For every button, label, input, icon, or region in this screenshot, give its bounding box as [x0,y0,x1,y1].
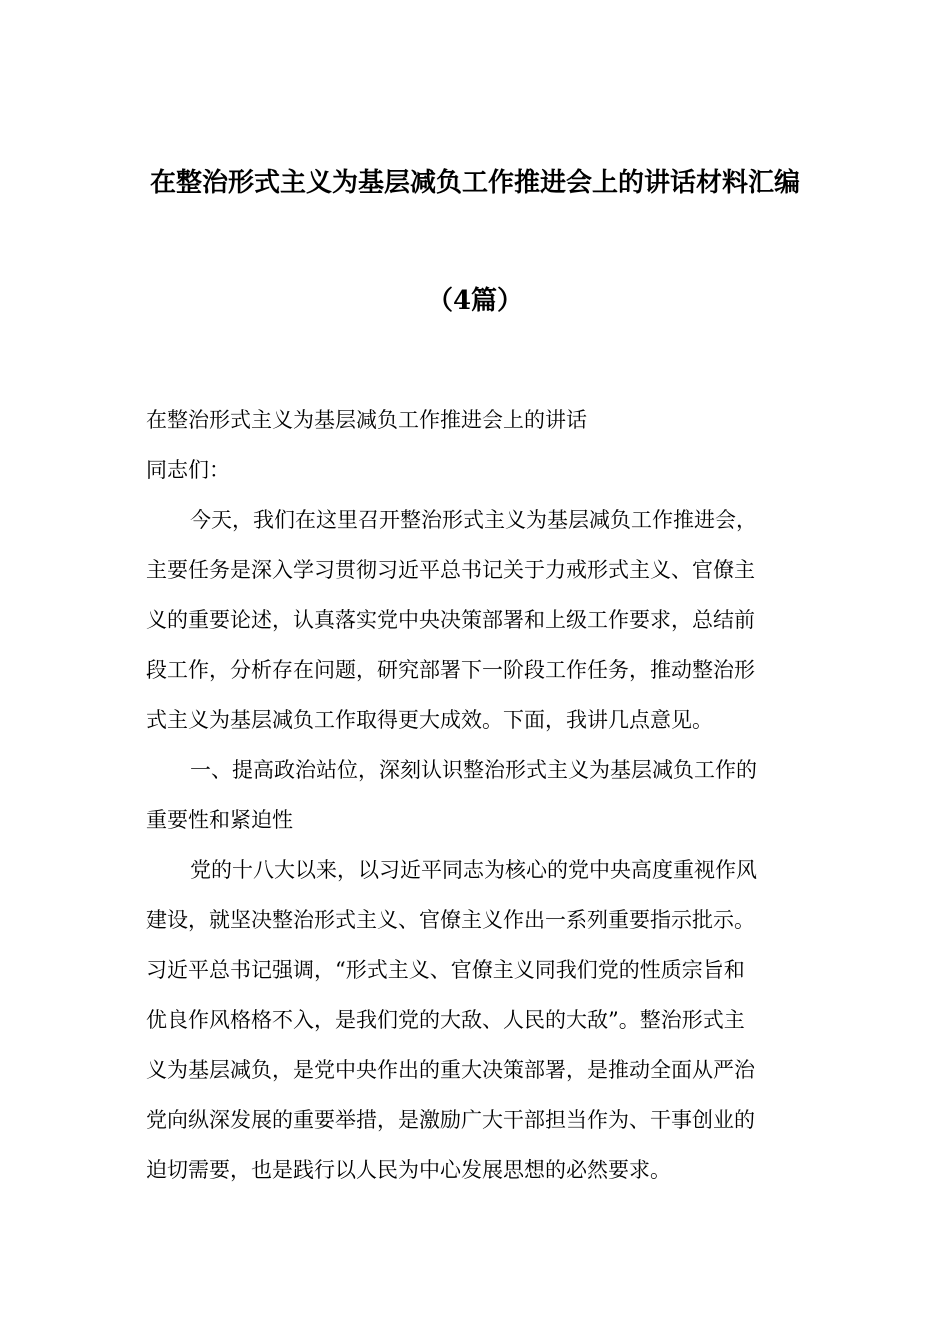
paragraph-line: 党向纵深发展的重要举措，是激励广大干部担当作为、干事创业的 [146,1108,755,1132]
speech-heading: 在整治形式主义为基层减负工作推进会上的讲话 [146,408,587,432]
salutation: 同志们： [146,458,230,482]
paragraph-line: 段工作，分析存在问题，研究部署下一阶段工作任务，推动整治形 [146,658,755,682]
paragraph-line: 迫切需要，也是践行以人民为中心发展思想的必然要求。 [146,1158,671,1182]
paragraph-line: 优良作风格格不入，是我们党的大敌、人民的大敌”。整治形式主 [146,1008,745,1032]
section-heading-line: 重要性和紧迫性 [146,808,293,832]
paragraph-line: 主要任务是深入学习贯彻习近平总书记关于力戒形式主义、官僚主 [146,558,755,582]
document-title: 在整治形式主义为基层减负工作推进会上的讲话材料汇编 [149,168,800,198]
paragraph-line: 义的重要论述，认真落实党中央决策部署和上级工作要求，总结前 [146,608,755,632]
paragraph-line: 式主义为基层减负工作取得更大成效。下面，我讲几点意见。 [146,708,713,732]
paragraph-line: 建设，就坚决整治形式主义、官僚主义作出一系列重要指示批示。 [146,908,755,932]
paragraph-line: 党的十八大以来，以习近平同志为核心的党中央高度重视作风 [190,858,757,882]
section-heading-line: 一、提高政治站位，深刻认识整治形式主义为基层减负工作的 [190,758,757,782]
document-subtitle: （4篇） [426,286,524,316]
paragraph-line: 义为基层减负，是党中央作出的重大决策部署，是推动全面从严治 [146,1058,755,1082]
paragraph-line: 习近平总书记强调，“形式主义、官僚主义同我们党的性质宗旨和 [146,958,745,982]
paragraph-line: 今天，我们在这里召开整治形式主义为基层减负工作推进会， [190,508,757,532]
